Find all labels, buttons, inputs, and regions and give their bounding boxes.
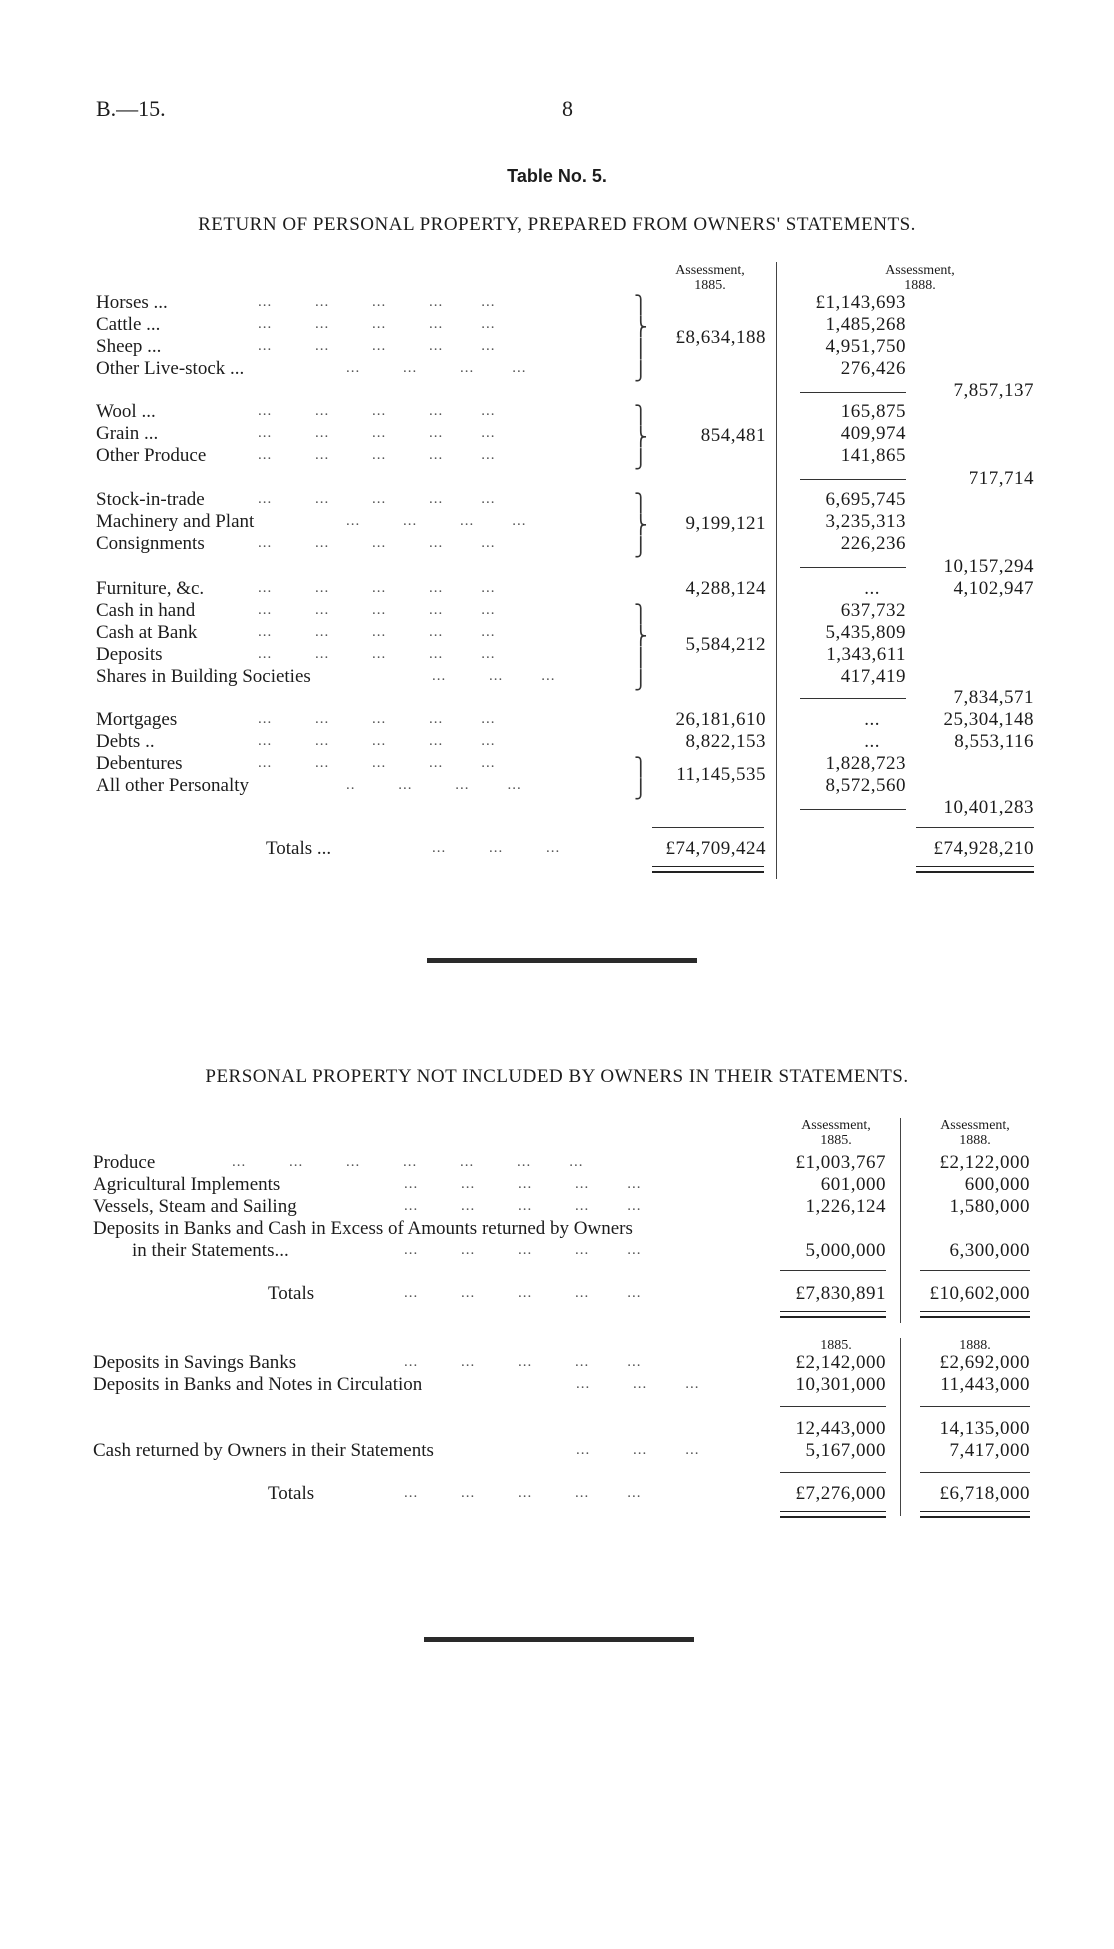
value-1888: 3,235,313 — [825, 511, 906, 532]
double-rule — [920, 1311, 1030, 1318]
value-1885: 5,167,000 — [805, 1440, 886, 1461]
value-1888: 226,236 — [840, 533, 906, 554]
group-brace: ⎫ ⎭ — [634, 757, 648, 799]
row-label: Debts .. — [96, 731, 155, 752]
value-1885: £2,142,000 — [795, 1352, 886, 1373]
row-label: Sheep ... — [96, 336, 162, 357]
value-1885: 5,584,212 — [685, 634, 766, 655]
leader-dots: ... ... ... ... ... — [258, 711, 496, 727]
value-1888: 1,485,268 — [825, 314, 906, 335]
row-label: All other Personalty — [96, 775, 250, 796]
col-header-1885: Assessment, 1885. — [801, 1118, 871, 1148]
totals-rule — [780, 1270, 886, 1271]
row-label: Other Produce — [96, 445, 207, 466]
row-label: Wool ... — [96, 401, 156, 422]
total-1885: £7,830,891 — [795, 1283, 886, 1304]
leader-dots: ... ... ... ... ... — [258, 535, 496, 551]
row-label-continued: in their Statements... — [132, 1240, 289, 1261]
table-subtitle: RETURN OF PERSONAL PROPERTY, PREPARED FROM OWNERS' STATEMENTS. — [198, 214, 916, 235]
subtotal-rule — [800, 567, 906, 568]
subtotal-1888: 7,857,137 — [953, 380, 1034, 401]
value-1888: £1,143,693 — [815, 292, 906, 313]
subtotal-rule — [800, 809, 906, 810]
col-header-1888: Assessment, 1888. — [940, 1118, 1010, 1148]
value-1885: 5,000,000 — [805, 1240, 886, 1261]
sum-rule — [780, 1406, 886, 1407]
row-label: Stock-in-trade — [96, 489, 205, 510]
sum-rule — [920, 1406, 1030, 1407]
value-1888: 6,695,745 — [825, 489, 906, 510]
subtotal-1888: 717,714 — [968, 468, 1034, 489]
row-label: Mortgages — [96, 709, 178, 730]
value-1888: 409,974 — [840, 423, 906, 444]
value-1885: 854,481 — [700, 425, 766, 446]
row-label: Cattle ... — [96, 314, 161, 335]
value-1885: 8,822,153 — [685, 731, 766, 752]
group-brace: ⎫ ⎬ ⎪ ⎭ — [634, 295, 648, 381]
value-1888: ... — [864, 578, 880, 599]
leader-dots: ... ... ... ... ... — [258, 733, 496, 749]
row-label: Cash returned by Owners in their Statements — [93, 1440, 434, 1461]
totals-rule — [652, 827, 764, 828]
total-1888: 25,304,148 — [943, 709, 1034, 730]
leader-dots: ... ... ... ... — [346, 360, 527, 376]
double-rule — [780, 1311, 886, 1318]
leader-dots: ... ... ... ... ... — [258, 624, 496, 640]
leader-dots: ... ... ... ... — [346, 513, 527, 529]
double-rule — [780, 1511, 886, 1518]
totals-rule — [920, 1472, 1030, 1473]
total-1888: £6,718,000 — [939, 1483, 1030, 1504]
value-1885: £8,634,188 — [675, 327, 766, 348]
leader-dots: ... ... ... ... ... — [258, 294, 496, 310]
sum-1885: 12,443,000 — [795, 1418, 886, 1439]
total-1888: 8,553,116 — [954, 731, 1034, 752]
value-1885: 1,226,124 — [805, 1196, 886, 1217]
leader-dots: ... ... ... ... ... — [258, 403, 496, 419]
leader-dots: ... ... ... ... ... — [258, 491, 496, 507]
value-1888: 1,343,611 — [826, 644, 906, 665]
row-label: Furniture, &c. — [96, 578, 205, 599]
value-1888: 4,951,750 — [825, 336, 906, 357]
row-label: Consignments — [96, 533, 205, 554]
double-rule — [916, 866, 1034, 873]
row-label: Deposits — [96, 644, 163, 665]
value-1885: 26,181,610 — [675, 709, 766, 730]
col-header-1885: 1885. — [820, 1338, 852, 1353]
column-divider — [776, 262, 777, 879]
value-1888: £2,692,000 — [939, 1352, 1030, 1373]
row-label: Machinery and Plant — [96, 511, 255, 532]
row-label: Shares in Building Societies — [96, 666, 311, 687]
section-title: PERSONAL PROPERTY NOT INCLUDED BY OWNERS IN THEIR STATEMENTS. — [205, 1066, 909, 1087]
value-1885: 9,199,121 — [685, 513, 766, 534]
subtotal-1888: 7,834,571 — [953, 687, 1034, 708]
totals-label: Totals — [268, 1483, 315, 1504]
page-number: 8 — [562, 96, 573, 121]
value-1885: £1,003,767 — [795, 1152, 886, 1173]
leader-dots: ... ... ... ... ... — [258, 602, 496, 618]
leader-dots: ... ... ... — [576, 1376, 700, 1392]
row-label: Deposits in Savings Banks — [93, 1352, 297, 1373]
row-label: Horses ... — [96, 292, 168, 313]
total-1888: 4,102,947 — [953, 578, 1034, 599]
row-label: Produce — [93, 1152, 156, 1173]
section-separator — [424, 1637, 694, 1642]
value-1888: 417,419 — [840, 666, 906, 687]
table-title: Table No. 5. — [507, 166, 607, 186]
row-label: Cash in hand — [96, 600, 196, 621]
leader-dots: ... ... ... ... ... — [404, 1285, 642, 1301]
section-separator — [427, 958, 697, 963]
leader-dots: ... ... ... ... ... — [404, 1354, 642, 1370]
col-header-1888: Assessment, 1888. — [885, 263, 955, 293]
leader-dots: ... ... ... — [576, 1442, 700, 1458]
totals-label: Totals — [268, 1283, 315, 1304]
grand-total-1885: £74,709,424 — [665, 838, 766, 859]
leader-dots: ... ... ... ... ... — [258, 580, 496, 596]
value-1888: ... — [864, 709, 880, 730]
leader-dots: ... ... ... ... ... — [404, 1242, 642, 1258]
row-label: Cash at Bank — [96, 622, 198, 643]
row-label: Debentures — [96, 753, 183, 774]
value-1888: 637,732 — [840, 600, 906, 621]
leader-dots: ... ... ... ... ... — [404, 1176, 642, 1192]
grand-total-1888: £74,928,210 — [933, 838, 1034, 859]
value-1888: 6,300,000 — [949, 1240, 1030, 1261]
value-1888: £2,122,000 — [939, 1152, 1030, 1173]
value-1888: 141,865 — [840, 445, 906, 466]
leader-dots: ... ... ... ... ... — [258, 755, 496, 771]
row-label: Other Live-stock ... — [96, 358, 245, 379]
value-1888: 276,426 — [840, 358, 906, 379]
value-1888: 1,828,723 — [825, 753, 906, 774]
totals-rule — [920, 1270, 1030, 1271]
value-1885: 601,000 — [820, 1174, 886, 1195]
value-1888: 1,580,000 — [949, 1196, 1030, 1217]
value-1888: ... — [864, 731, 880, 752]
subtotal-rule — [800, 698, 906, 699]
leader-dots: ... ... ... ... ... — [258, 338, 496, 354]
double-rule — [920, 1511, 1030, 1518]
row-label: Grain ... — [96, 423, 159, 444]
total-1885: £7,276,000 — [795, 1483, 886, 1504]
row-label: Deposits in Banks and Notes in Circulation — [93, 1374, 423, 1395]
col-header-1888: 1888. — [959, 1338, 991, 1353]
value-1888: 600,000 — [964, 1174, 1030, 1195]
totals-label: Totals ... — [266, 838, 332, 859]
row-label: Agricultural Implements — [93, 1174, 281, 1195]
group-brace: ⎫ ⎬ ⎭ — [634, 493, 648, 557]
col-header-1885: Assessment, 1885. — [675, 263, 745, 293]
subtotal-1888: 10,401,283 — [943, 797, 1034, 818]
subtotal-1888: 10,157,294 — [943, 556, 1034, 577]
leader-dots: ... ... ... ... ... — [404, 1485, 642, 1501]
value-1885: 10,301,000 — [795, 1374, 886, 1395]
totals-rule — [916, 827, 1034, 828]
leader-dots: ... ... ... — [432, 840, 561, 856]
leader-dots: ... ... ... ... ... — [258, 447, 496, 463]
leader-dots: ... ... ... ... ... — [258, 425, 496, 441]
totals-rule — [780, 1472, 886, 1473]
value-1888: 11,443,000 — [940, 1374, 1030, 1395]
value-1888: 165,875 — [840, 401, 906, 422]
leader-dots: .. ... ... ... — [346, 777, 522, 793]
sum-1888: 14,135,000 — [939, 1418, 1030, 1439]
leader-dots: ... ... ... ... ... — [404, 1198, 642, 1214]
value-1888: 8,572,560 — [825, 775, 906, 796]
subtotal-rule — [800, 479, 906, 480]
row-label: Vessels, Steam and Sailing — [93, 1196, 297, 1217]
subtotal-rule — [800, 392, 906, 393]
leader-dots: ... ... ... ... ... ... ... — [232, 1154, 584, 1170]
leader-dots: ... ... ... — [432, 668, 556, 684]
leader-dots: ... ... ... ... ... — [258, 316, 496, 332]
value-1888: 7,417,000 — [949, 1440, 1030, 1461]
value-1888: 5,435,809 — [825, 622, 906, 643]
leader-dots: ... ... ... ... ... — [258, 646, 496, 662]
group-brace: ⎫ ⎬ ⎭ — [634, 405, 648, 469]
document-reference: B.—15. — [96, 96, 166, 121]
value-1885: 4,288,124 — [685, 578, 766, 599]
group-brace: ⎫ ⎬ ⎪ ⎭ — [634, 604, 648, 690]
row-label: Deposits in Banks and Cash in Excess of Amounts returned by Owners — [93, 1218, 633, 1239]
value-1885: 11,145,535 — [676, 764, 766, 785]
double-rule — [652, 866, 764, 873]
total-1888: £10,602,000 — [929, 1283, 1030, 1304]
